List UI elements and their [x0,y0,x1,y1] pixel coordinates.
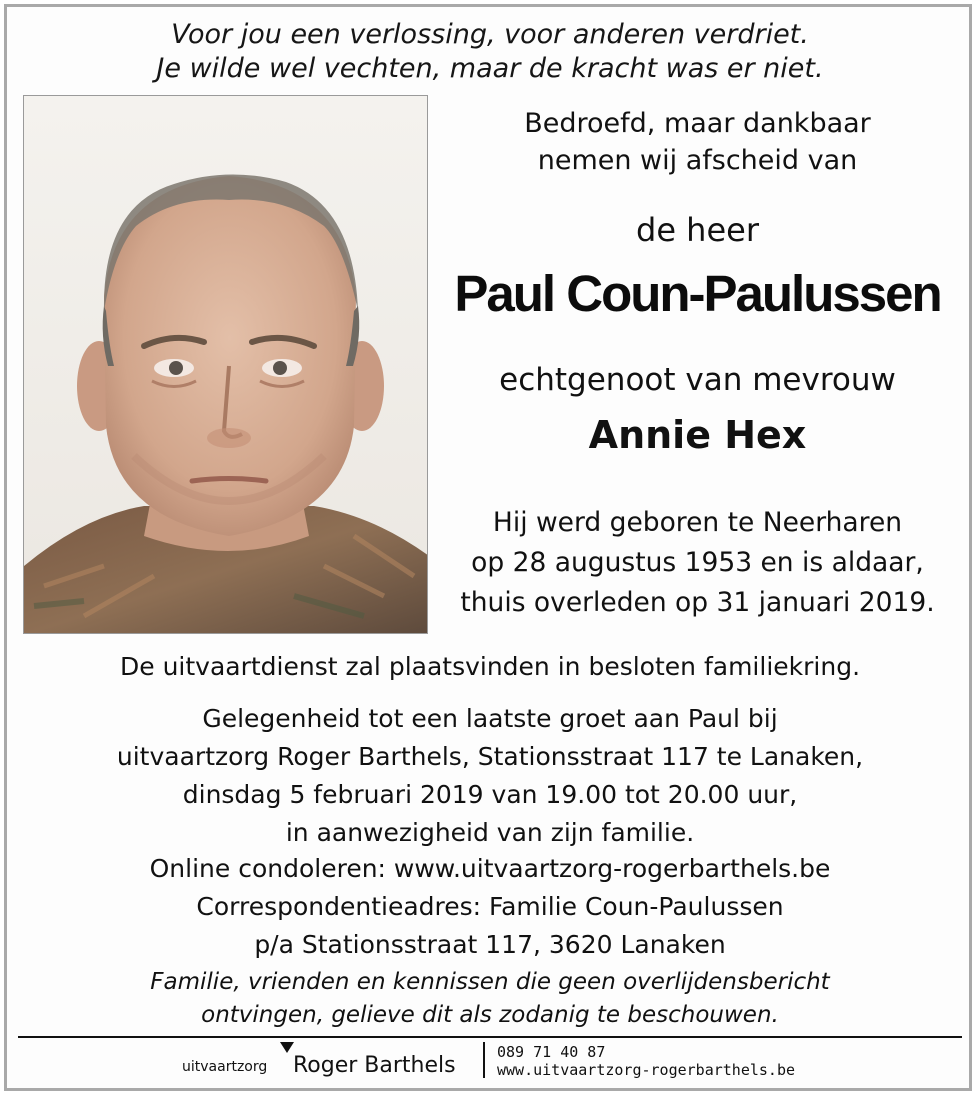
footer-brand: Roger Barthels [293,1053,456,1078]
contact-info [0,850,980,964]
birth-line-2: op 28 augustus 1953 en is aldaar, [471,547,924,578]
birth-details [435,503,960,623]
deceased-title: de heer [636,211,759,249]
spouse-name: Annie Hex [588,413,807,457]
quote-line-1: Voor jou een verlossing, voor anderen verdriet. [171,19,809,50]
notice-text [0,966,980,1032]
birth-line-1: Hij werd geboren te Neerharen [492,507,903,538]
visit-line-4: in aanwezigheid van zijn familie. [285,818,695,847]
footer-phone[interactable]: 089 71 40 87 [497,1043,606,1061]
visitation-info [0,700,980,852]
visit-line-2: uitvaartzorg Roger Barthels, Stationsstraat 117 te Lanaken, [116,742,864,771]
intro-text [435,105,960,179]
quote-line-2: Je wilde wel vechten, maar de kracht was er niet. [156,53,824,84]
funeral-home-footer [0,1040,980,1080]
spouse-label: echtgenoot van mevrouw [499,362,896,398]
opening-quote [0,18,980,86]
intro-line-1: Bedroefd, maar dankbaar [524,108,871,139]
visit-line-3: dinsdag 5 februari 2019 van 19.00 tot 20.00 uur, [182,780,798,809]
visit-line-1: Gelegenheid tot een laatste groet aan Paul bij [202,704,778,733]
online-condolence-link[interactable]: Online condoleren: www.uitvaartzorg-rogerbarthels.be [149,854,831,883]
notice-line-2: ontvingen, gelieve dit als zodanig te beschouwen. [201,1002,779,1028]
footer-prefix: uitvaartzorg [182,1059,268,1075]
triangle-logo-icon [280,1042,294,1053]
footer-separator [483,1042,485,1078]
footer-contact [497,1043,795,1079]
deceased-name: Paul Coun-Paulussen [454,265,941,322]
intro-line-2: nemen wij afscheid van [537,145,858,176]
portrait-illustration [24,96,428,634]
birth-line-3: thuis overleden op 31 januari 2019. [460,587,935,618]
footer-website[interactable]: www.uitvaartzorg-rogerbarthels.be [497,1061,796,1079]
service-info: De uitvaartdienst zal plaatsvinden in besloten familiekring. [119,652,861,681]
footer-divider [18,1036,962,1038]
correspondence-address: Correspondentieadres: Familie Coun-Paulussen [196,892,784,921]
notice-line-1: Familie, vrienden en kennissen die geen overlijdensbericht [150,969,830,995]
correspondence-street: p/a Stationsstraat 117, 3620 Lanaken [254,930,726,959]
portrait-photo [23,95,428,634]
